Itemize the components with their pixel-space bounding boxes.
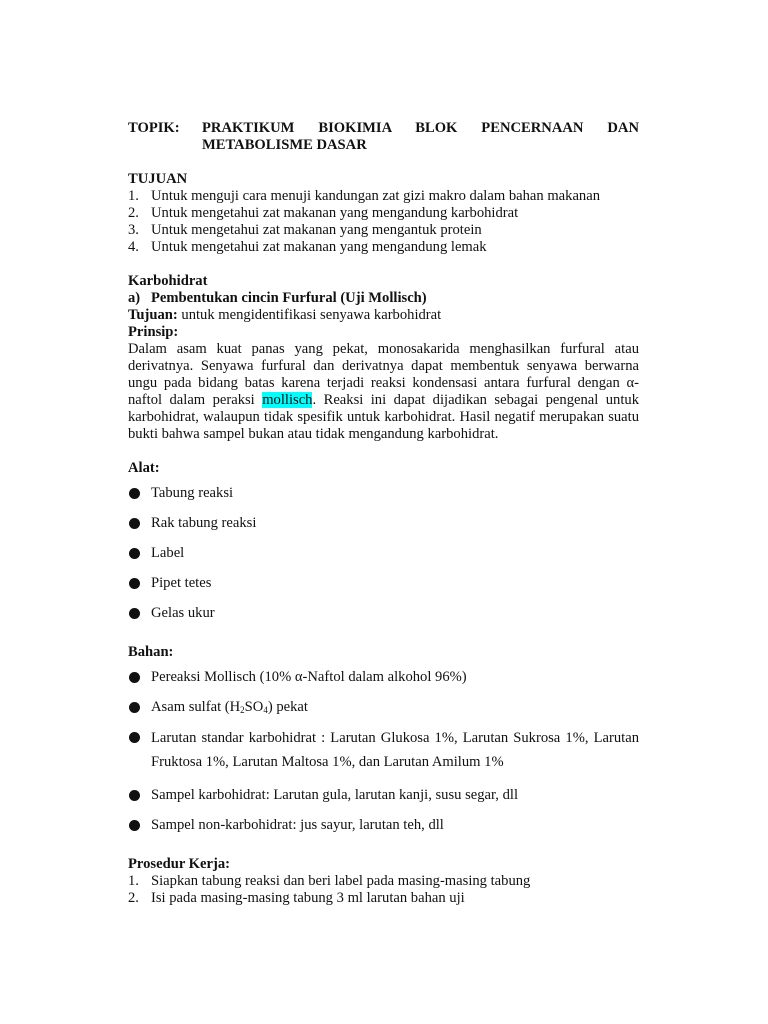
list-item: Asam sulfat $(H_2SO_4)$ pekat xyxy=(128,699,639,716)
list-item: Sampel karbohidrat: Larutan gula, larutan kanji, susu segar, dll xyxy=(128,787,639,804)
alat-list xyxy=(128,485,639,622)
bullet-icon xyxy=(128,575,151,592)
topic-title-line2: METABOLISME DASAR xyxy=(202,137,367,153)
tujuan-list xyxy=(128,188,639,256)
tujuan-text: untuk mengidentifikasi senyawa karbohidrat xyxy=(177,307,442,323)
bullet-icon xyxy=(128,605,151,622)
bahan-heading: Bahan: xyxy=(128,644,174,660)
topic-label: TOPIK: xyxy=(128,120,180,136)
mollisch-subheading: a) Pembentukan cincin Furfural (Uji Mollisch) xyxy=(128,290,427,306)
list-item: 2. Untuk mengetahui zat makanan yang mengandung karbohidrat xyxy=(128,205,519,221)
tujuan-heading: TUJUAN xyxy=(128,171,188,187)
tujuan-line xyxy=(128,307,639,324)
list-item: 2. Isi pada masing-masing tabung 3 ml larutan bahan uji xyxy=(128,890,465,906)
topic-title-line1: PRAKTIKUM BIOKIMIA BLOK PENCERNAAN DAN xyxy=(202,120,639,136)
list-item: 3. Untuk mengetahui zat makanan yang mengantuk protein xyxy=(128,222,482,238)
prosedur-list xyxy=(128,873,639,907)
prinsip-paragraph: Dalam asam kuat panas yang pekat, monosakarida menghasilkan furfural atau derivatnya. Senyawa furfural dan derivatnya dapat membentuk senyawa berwarna ungu pada bidang batas karena terjadi reaksi kondensasi antara furfural dengan α-naftol dalam peraksi mollisch. Reaksi ini dapat dijadikan sebagai pengenal untuk karbohidrat, walaupun tidak spesifik untuk karbohidrat. Hasil negatif merupakan suatu bukti bahwa sampel bukan atau tidak mengandung karbohidrat. xyxy=(128,341,639,442)
bullet-icon xyxy=(128,485,151,502)
bahan-list xyxy=(128,669,639,834)
topic-heading xyxy=(128,120,639,137)
list-item: 4. Untuk mengetahui zat makanan yang mengandung lemak xyxy=(128,239,487,255)
list-item: Sampel non-karbohidrat: jus sayur, larutan teh, dll xyxy=(128,817,639,834)
bullet-icon xyxy=(128,669,151,686)
list-item: 1. Siapkan tabung reaksi dan beri label pada masing-masing tabung xyxy=(128,873,531,889)
prinsip-label: Prinsip: xyxy=(128,324,179,340)
tujuan-label: Tujuan: xyxy=(128,307,178,323)
document-page xyxy=(128,120,639,907)
bullet-icon xyxy=(128,699,151,716)
bullet-icon xyxy=(128,515,151,532)
bullet-icon xyxy=(128,817,151,834)
list-item: Label xyxy=(128,545,639,562)
bullet-icon xyxy=(128,787,151,804)
bullet-icon xyxy=(128,545,151,562)
list-item: Pipet tetes xyxy=(128,575,639,592)
karbohidrat-heading: Karbohidrat xyxy=(128,273,208,289)
list-item: Tabung reaksi xyxy=(128,485,639,502)
alat-heading: Alat: xyxy=(128,460,160,476)
list-item: Gelas ukur xyxy=(128,605,639,622)
list-item: Rak tabung reaksi xyxy=(128,515,639,532)
list-item: Pereaksi Mollisch (10% α-Naftol dalam alkohol 96%) xyxy=(128,669,639,686)
list-item: 1. Untuk menguji cara menuji kandungan zat gizi makro dalam bahan makanan xyxy=(128,188,601,204)
highlighted-word: mollisch xyxy=(262,392,313,408)
list-item: Larutan standar karbohidrat : Larutan Glukosa 1%, Larutan Sukrosa 1%, Larutan Fruktosa 1%, Larutan Maltosa 1%, dan Larutan Amilum 1% xyxy=(128,729,639,774)
prosedur-heading: Prosedur Kerja: xyxy=(128,856,230,872)
bullet-icon xyxy=(128,729,151,774)
